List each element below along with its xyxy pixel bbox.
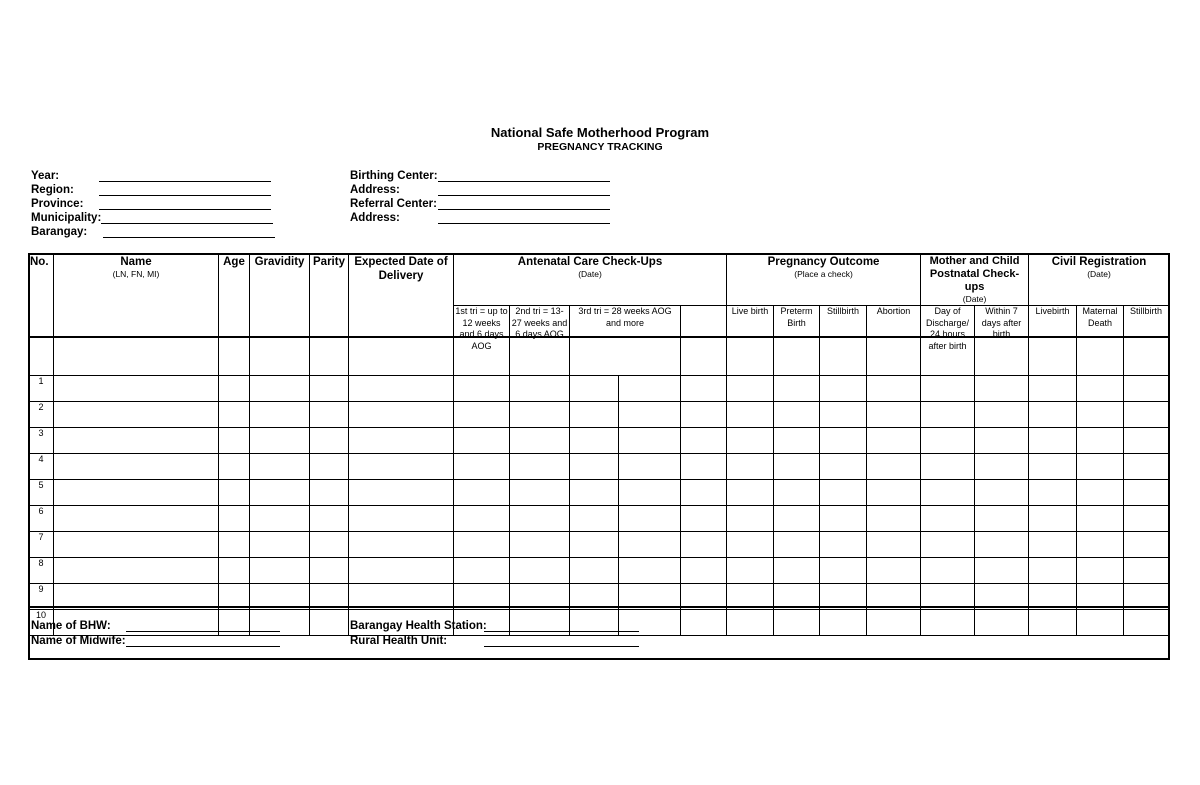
entry-cell[interactable] [1124,532,1169,558]
entry-cell[interactable] [975,532,1029,558]
entry-cell[interactable] [219,376,250,402]
table-row [29,506,1170,532]
entry-cell[interactable] [867,454,921,480]
entry-cell[interactable] [867,402,921,428]
entry-cell[interactable] [921,376,975,402]
entry-cell[interactable] [820,428,867,454]
anc-col-1: 1st tri = up to 12 weeks and 6 days AOG [454,306,510,376]
entry-cell[interactable] [310,376,349,402]
entry-cell[interactable] [867,480,921,506]
bhw-field[interactable] [126,631,280,632]
entry-cell[interactable] [1124,558,1169,584]
address-label-1: Address: [350,184,400,196]
entry-cell[interactable] [681,454,727,480]
entry-cell[interactable] [681,402,727,428]
mc-sub-label: (Date) [962,294,987,304]
entry-cell[interactable] [570,428,619,454]
age-label: Age [223,256,245,268]
entry-cell[interactable] [727,558,774,584]
entry-cell[interactable] [54,558,219,584]
header-divider [28,336,1170,338]
entry-cell[interactable] [681,376,727,402]
entry-cell[interactable] [310,428,349,454]
entry-cell[interactable] [570,506,619,532]
rhu-field[interactable] [484,646,639,647]
entry-cell[interactable] [454,558,510,584]
entry-cell[interactable] [454,532,510,558]
anc-col-3-spacer [681,306,727,376]
entry-cell[interactable] [975,376,1029,402]
row-number: 3 [29,428,54,454]
entry-cell[interactable] [570,480,619,506]
midwife-label: Name of Midwife: [31,635,126,647]
province-label: Province: [31,198,84,210]
entry-cell[interactable] [219,480,250,506]
entry-cell[interactable] [510,480,570,506]
entry-cell[interactable] [867,428,921,454]
entry-cell[interactable] [219,532,250,558]
entry-cell[interactable] [975,480,1029,506]
entry-cell[interactable] [510,428,570,454]
anc-col-2: 2nd tri = 13-27 weeks and 6 days AOG [510,306,570,376]
entry-cell[interactable] [219,506,250,532]
entry-cell[interactable] [54,454,219,480]
bhs-field[interactable] [484,631,639,632]
entry-cell[interactable] [1029,506,1077,532]
entry-cell[interactable] [774,376,820,402]
region-label: Region: [31,184,74,196]
row-number: 6 [29,506,54,532]
row-number: 5 [29,480,54,506]
entry-cell[interactable] [1124,402,1169,428]
table-row [29,454,1170,480]
entry-cell[interactable] [727,428,774,454]
no-label: No. [30,256,49,268]
entry-cell[interactable] [310,610,349,636]
entry-cell[interactable] [820,454,867,480]
entry-cell[interactable] [570,454,619,480]
entry-cell[interactable] [219,402,250,428]
entry-cell[interactable] [1029,454,1077,480]
po-sub-label: (Place a check) [794,269,853,279]
entry-cell[interactable] [975,428,1029,454]
entry-cell[interactable] [619,506,681,532]
cr-col-livebirth: Livebirth [1029,306,1077,376]
header-cr [1029,254,1170,306]
entry-cell[interactable] [1029,480,1077,506]
entry-cell[interactable] [921,532,975,558]
entry-cell[interactable] [681,558,727,584]
entry-cell[interactable] [454,480,510,506]
entry-cell[interactable] [619,376,681,402]
entry-cell[interactable] [219,428,250,454]
birthing-center-field[interactable] [438,181,610,182]
referral-center-label: Referral Center: [350,198,437,210]
entry-cell[interactable] [1077,610,1124,636]
entry-cell[interactable] [510,558,570,584]
entry-cell[interactable] [921,428,975,454]
entry-cell[interactable] [921,480,975,506]
entry-cell[interactable] [349,402,454,428]
entry-cell[interactable] [310,454,349,480]
entry-cell[interactable] [54,376,219,402]
bhw-label: Name of BHW: [31,620,111,632]
cr-label: Civil Registration [1051,256,1147,268]
entry-cell[interactable] [867,558,921,584]
entry-cell[interactable] [820,480,867,506]
entry-cell[interactable] [349,454,454,480]
entry-cell[interactable] [454,376,510,402]
entry-cell[interactable] [867,610,921,636]
entry-cell[interactable] [975,558,1029,584]
anc-col-3: 3rd tri = 28 weeks AOG and more [570,306,681,376]
entry-cell[interactable] [1029,376,1077,402]
entry-cell[interactable] [867,532,921,558]
entry-cell[interactable] [250,402,310,428]
entry-cell[interactable] [727,480,774,506]
entry-cell[interactable] [349,480,454,506]
entry-cell[interactable] [921,558,975,584]
entry-cell[interactable] [681,532,727,558]
entry-cell[interactable] [774,506,820,532]
entry-cell[interactable] [921,402,975,428]
entry-cell[interactable] [1124,480,1169,506]
entry-cell[interactable] [1077,402,1124,428]
entry-cell[interactable] [454,428,510,454]
row-number: 8 [29,558,54,584]
table-row [29,480,1170,506]
entry-cell[interactable] [619,428,681,454]
entry-cell[interactable] [349,506,454,532]
tracking-table [28,253,1170,636]
province-field[interactable] [99,209,271,210]
po-col-stillbirth: Stillbirth [820,306,867,376]
cr-col-early-newborn-death [1169,306,1170,376]
footer-divider [28,606,1170,608]
mc-col-discharge: Day of Discharge/ 24 hours after birth [921,306,975,376]
form-title: National Safe Motherhood Program [490,125,710,140]
entry-cell[interactable] [681,428,727,454]
entry-cell[interactable] [975,402,1029,428]
entry-cell[interactable] [1124,376,1169,402]
entry-cell[interactable] [727,610,774,636]
entry-cell[interactable] [570,558,619,584]
entry-cell[interactable] [681,480,727,506]
entry-cell[interactable] [1077,454,1124,480]
entry-cell[interactable] [1029,532,1077,558]
entry-cell[interactable] [510,402,570,428]
po-col-abortion: Abortion [867,306,921,376]
entry-cell[interactable] [619,558,681,584]
entry-cell[interactable] [681,610,727,636]
entry-cell[interactable] [820,558,867,584]
table-row [29,428,1170,454]
year-label: Year: [31,170,60,182]
entry-cell[interactable] [250,428,310,454]
entry-cell[interactable] [975,454,1029,480]
header-anc [454,254,727,306]
entry-cell[interactable] [310,532,349,558]
entry-cell[interactable] [54,506,219,532]
entry-cell[interactable] [975,506,1029,532]
row-number: 2 [29,402,54,428]
bhs-label: Barangay Health Station: [350,620,487,632]
table-row [29,532,1170,558]
table-row [29,376,1170,402]
row-number: 10 [29,610,54,636]
entry-cell[interactable] [310,480,349,506]
entry-cell[interactable] [310,506,349,532]
entry-cell[interactable] [310,402,349,428]
entry-cell[interactable] [510,506,570,532]
anc-label: Antenatal Care Check-Ups [517,256,663,268]
header-mc [921,254,1029,306]
entry-cell[interactable] [454,402,510,428]
entry-cell[interactable] [349,558,454,584]
entry-cell[interactable] [250,506,310,532]
birthing-center-label: Birthing Center: [350,170,438,182]
entry-cell[interactable] [54,532,219,558]
entry-cell[interactable] [54,402,219,428]
entry-cell[interactable] [250,532,310,558]
entry-cell[interactable] [975,610,1029,636]
entry-cell[interactable] [1124,454,1169,480]
entry-cell[interactable] [310,558,349,584]
entry-cell[interactable] [820,402,867,428]
name-label: Name [120,256,152,268]
entry-cell[interactable] [867,376,921,402]
region-field[interactable] [99,195,271,196]
referral-center-field[interactable] [438,209,610,210]
row-number: 9 [29,584,54,610]
entry-cell[interactable] [774,428,820,454]
entry-cell[interactable] [454,454,510,480]
cr-col-maternal-death: Maternal Death [1077,306,1124,376]
entry-cell[interactable] [219,454,250,480]
entry-cell[interactable] [349,376,454,402]
entry-cell[interactable] [619,480,681,506]
midwife-field[interactable] [126,646,280,647]
entry-cell[interactable] [510,532,570,558]
entry-cell[interactable] [727,506,774,532]
entry-cell[interactable] [510,454,570,480]
entry-cell[interactable] [1124,428,1169,454]
address-field-1[interactable] [438,195,610,196]
municipality-label: Municipality: [31,212,102,224]
year-field[interactable] [99,181,271,182]
mc-col-within-7: Within 7 days after birth [975,306,1029,376]
entry-cell[interactable] [1077,428,1124,454]
entry-cell[interactable] [727,454,774,480]
entry-cell[interactable] [1029,402,1077,428]
entry-cell[interactable] [570,376,619,402]
barangay-label: Barangay: [31,226,88,238]
entry-cell[interactable] [727,532,774,558]
entry-cell[interactable] [250,558,310,584]
address-label-2: Address: [350,212,400,224]
row-number: 4 [29,454,54,480]
po-col-preterm: Preterm Birth [774,306,820,376]
entry-cell[interactable] [727,402,774,428]
form-subtitle: PREGNANCY TRACKING [537,141,663,153]
barangay-field[interactable] [103,237,275,238]
header-name [54,254,219,376]
row-number: 7 [29,532,54,558]
entry-cell[interactable] [349,532,454,558]
parity-label: Parity [313,256,345,268]
entry-cell[interactable] [1077,376,1124,402]
entry-cell[interactable] [820,376,867,402]
po-col-live-birth: Live birth [727,306,774,376]
header-gravidity [250,254,310,376]
entry-cell[interactable] [921,610,975,636]
row-number: 1 [29,376,54,402]
entry-cell[interactable] [570,532,619,558]
table-row [29,402,1170,428]
entry-cell[interactable] [619,402,681,428]
entry-cell[interactable] [454,506,510,532]
entry-cell[interactable] [619,454,681,480]
entry-cell[interactable] [250,480,310,506]
header-age [219,254,250,376]
entry-cell[interactable] [774,558,820,584]
entry-cell[interactable] [1077,506,1124,532]
entry-cell[interactable] [681,506,727,532]
entry-cell[interactable] [1029,428,1077,454]
entry-cell[interactable] [250,454,310,480]
header-no [29,254,54,376]
entry-cell[interactable] [54,480,219,506]
entry-cell[interactable] [619,532,681,558]
entry-cell[interactable] [774,402,820,428]
entry-cell[interactable] [867,506,921,532]
address-field-2[interactable] [438,223,610,224]
header-edd [349,254,454,376]
entry-cell[interactable] [1029,610,1077,636]
entry-cell[interactable] [774,532,820,558]
mc-label: Mother and Child Postnatal Check-ups [929,255,1020,293]
table-row [29,558,1170,584]
entry-cell[interactable] [1077,480,1124,506]
entry-cell[interactable] [774,610,820,636]
rhu-label: Rural Health Unit: [350,635,448,647]
cr-sub-label: (Date) [1087,269,1111,279]
entry-cell[interactable] [570,402,619,428]
entry-cell[interactable] [921,454,975,480]
cr-col-stillbirth: Stillbirth [1124,306,1169,376]
entry-cell[interactable] [1124,610,1169,636]
name-sub-label: (LN, FN, MI) [112,269,160,279]
entry-cell[interactable] [774,480,820,506]
entry-cell[interactable] [727,376,774,402]
gravidity-label: Gravidity [254,256,305,268]
header-parity [310,254,349,376]
entry-cell[interactable] [921,506,975,532]
entry-cell[interactable] [250,376,310,402]
edd-label: Expected Date of Delivery [354,256,448,282]
entry-cell[interactable] [1124,506,1169,532]
entry-cell[interactable] [820,532,867,558]
entry-cell[interactable] [349,428,454,454]
po-label: Pregnancy Outcome [767,256,880,268]
entry-cell[interactable] [219,558,250,584]
entry-cell[interactable] [820,506,867,532]
entry-cell[interactable] [1077,532,1124,558]
entry-cell[interactable] [54,428,219,454]
header-po [727,254,921,306]
entry-cell[interactable] [774,454,820,480]
entry-cell[interactable] [1029,558,1077,584]
entry-cell[interactable] [820,610,867,636]
entry-cell[interactable] [1077,558,1124,584]
municipality-field[interactable] [101,223,273,224]
entry-cell[interactable] [510,376,570,402]
anc-sub-label: (Date) [578,269,602,279]
